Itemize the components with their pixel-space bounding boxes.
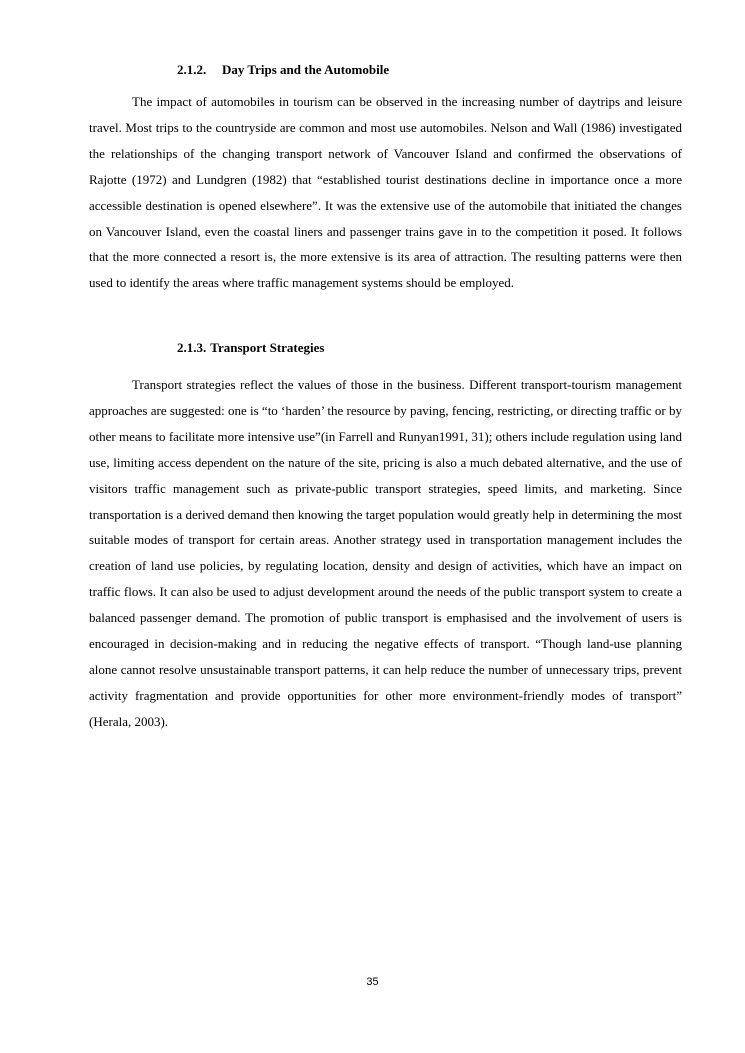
section-number: 2.1.2.	[177, 62, 207, 77]
paragraph-day-trips: The impact of automobiles in tourism can be observed in the increasing number of daytrips and leisure travel. Most trips to the countryside are common and most use automobiles. Nelson and Wall (1986) investigated the relationships of the changing transport network of Vancouver Island and confirmed the observations of Rajotte (1972) and Lundgren (1982) that “established tourist destinations decline in importance once a more accessible destination is opened elsewhere”. It was the extensive use of the automobile that initiated the changes on Vancouver Island, even the coastal liners and passenger trains gave in to the competition it posed. It follows that the more connected a resort is, the more extensive is its area of attraction. The resulting patterns were then used to identify the areas where traffic management systems should be employed.	[89, 94, 682, 291]
page-number: 35	[366, 976, 379, 988]
section-title: Day Trips and the Automobile	[222, 62, 390, 77]
paragraph-transport-strategies: Transport strategies reflect the values of those in the business. Different transport-tourism management approaches are suggested: one is “to ‘harden’ the resource by paving, fencing, restricting, or directing traffic or by other means to facilitate more intensive use”(in Farrell and Runyan1991, 31); others include regulation using land use, limiting access dependent on the nature of the site, pricing is also a much debated alternative, and the use of visitors traffic management such as private-public transport strategies, speed limits, and marketing. Since transportation is a derived demand then knowing the target population would greatly help in determining the most suitable modes of transport for certain areas. Another strategy used in transportation management includes the creation of land use policies, by regulating location, density and design of activities, which have an impact on traffic flows. It can also be used to adjust development around the needs of the public transport system to create a balanced passenger demand. The promotion of public transport is emphasised and the involvement of users is encouraged in decision-making and in reducing the negative effects of transport. “Though land-use planning alone cannot resolve unsustainable transport patterns, it can help reduce the number of unnecessary trips, prevent activity fragmentation and provide opportunities for other more environment-friendly modes of transport” (Herala, 2003).	[89, 377, 682, 729]
section-title: Transport Strategies	[210, 340, 325, 355]
section-number: 2.1.3.	[177, 340, 207, 355]
section-heading-day-trips	[177, 62, 389, 78]
section-heading-transport-strategies	[177, 340, 324, 356]
